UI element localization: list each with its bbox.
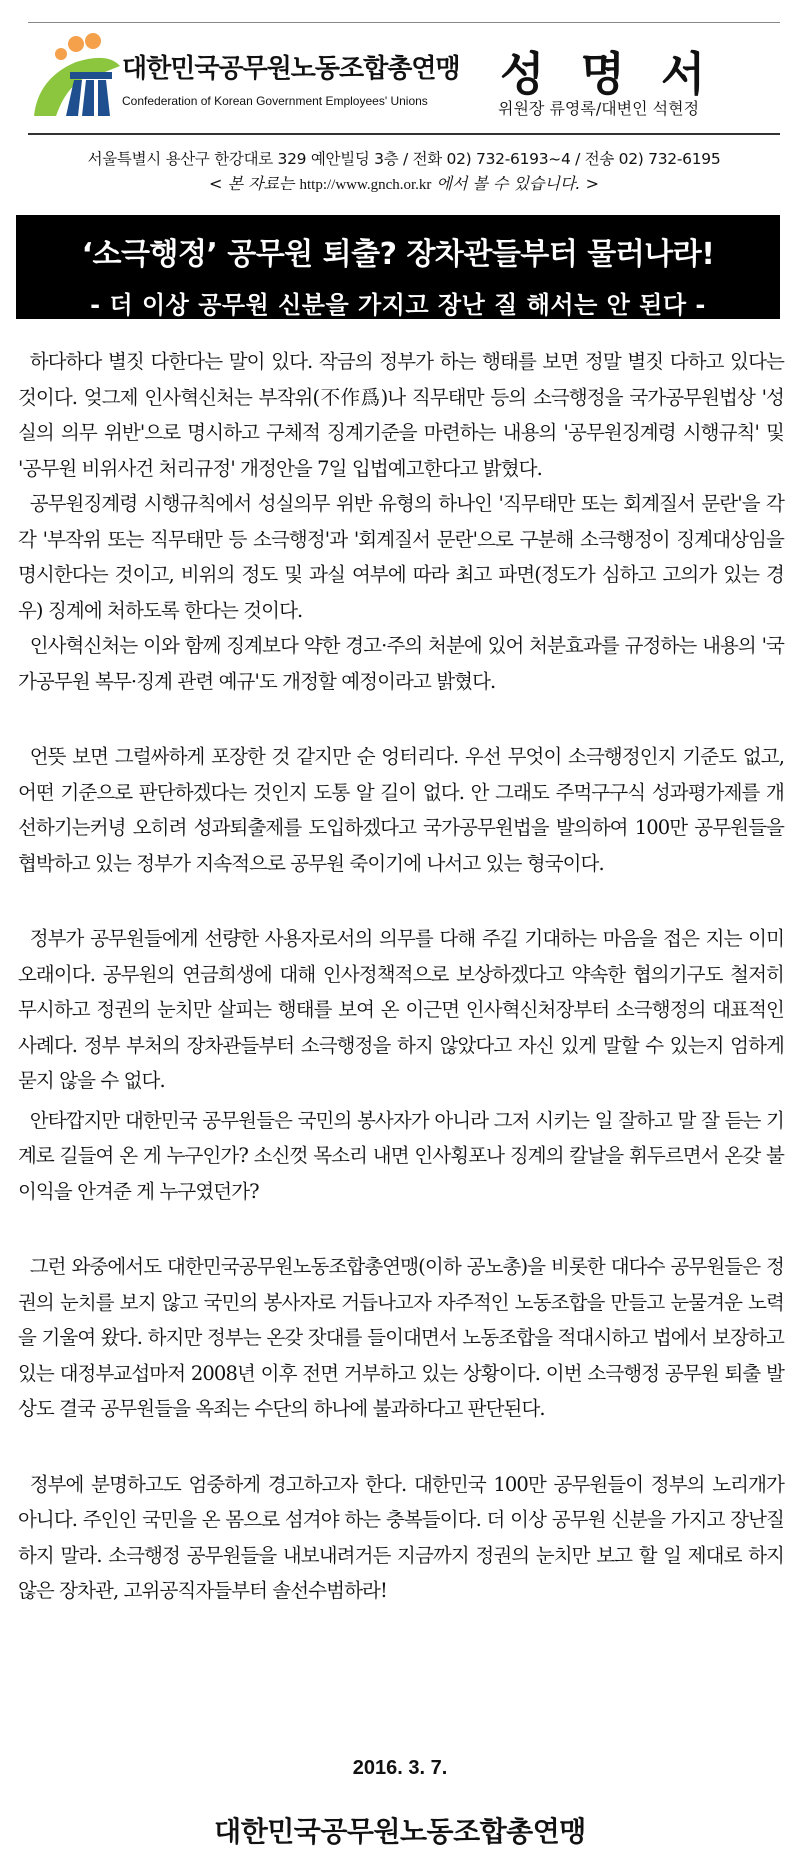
paragraph-2: 공무원징계령 시행규칙에서 성실의무 위반 유형의 하나인 '직무태만 또는 회계질서 문란'을 각각 '부작위 또는 직무태만 등 소극행정'과 '회계질서 문란'으로 구분해 소극행정이 징계대상임을 명시한다는 것이고, 비위의 정도 및 과실 여부에 따라 최고 파면(정도가 심하고 고의가 있는 경우) 징계에 처하도록 한다는 것이다. <box>18 492 784 622</box>
paragraph-8: 정부에 분명하고도 엄중하게 경고하고자 한다. 대한민국 100만 공무원들이 정부의 노리개가 아니다. 주인인 국민을 온 몸으로 섬겨야 하는 충복들이다. 더 이상 공무원 신분을 가지고 장난질 하지 말라. 소극행정 공무원들을 내보내려거든 지금까지 정권의 눈치만 보고 할 일 제대로 하지 않은 장차관, 고위공직자들부터 솔선수범하라! <box>18 1472 784 1602</box>
website-link[interactable]: http://www.gnch.or.kr <box>299 177 432 193</box>
notice-prefix: < 본 자료는 <box>208 174 295 193</box>
union-logo-icon <box>30 32 126 116</box>
paragraph-4: 언뜻 보면 그럴싸하게 포장한 것 같지만 순 엉터리다. 우선 무엇이 소극행정인지 기준도 없고, 어떤 기준으로 판단하겠다는 것인지 도통 알 길이 없다. 안 그래도 주먹구구식 성과평가제를 개선하기는커녕 오히려 성과퇴출제를 도입하겠다고 국가공무원법을 발의하여 100만 공무원들을 협박하고 있는 정부가 지속적으로 공무원 죽이기에 나서고 있는 형국이다. <box>18 745 784 875</box>
signature-org: 대한민국공무원노동조합총연맹 <box>214 1815 586 1848</box>
headline: ‘소극행정’ 공무원 퇴출? 장차관들부터 물러나라! <box>81 237 715 272</box>
subheadline: - 더 이상 공무원 신분을 가지고 장난 질 해서는 안 된다 - <box>90 291 706 319</box>
org-name: 대한민국공무원노동조합총연맹 <box>122 54 460 84</box>
header-divider <box>28 133 780 135</box>
website-notice <box>28 171 780 194</box>
paragraph-gap <box>18 1427 784 1467</box>
paragraph-gap <box>18 1209 784 1249</box>
officers-line: 위원장 류영록/대변인 석현정 <box>498 99 700 118</box>
paragraph-6: 안타깝지만 대한민국 공무원들은 국민의 봉사자가 아니라 그저 시키는 일 잘하고 말 잘 듣는 기계로 길들여 온 게 누구인가? 소신껏 목소리 내면 인사횡포나 징계의 칼날을 휘두르면서 온갖 불이익을 안겨준 게 누구였던가? <box>18 1108 784 1203</box>
headline-banner <box>16 215 780 319</box>
notice-suffix: 에서 볼 수 있습니다. > <box>436 174 599 193</box>
org-name-english: Confederation of Korean Government Employees' Unions <box>122 94 428 108</box>
contact-address: 서울특별시 용산구 한강대로 329 예안빌딩 3층 / 전화 02) 732-6193~4 / 전송 02) 732-6195 <box>87 150 721 168</box>
top-divider <box>28 22 780 23</box>
release-date: 2016. 3. 7. <box>352 1757 448 1779</box>
paragraph-3: 인사혁신처는 이와 함께 징계보다 약한 경고·주의 처분에 있어 처분효과를 규정하는 내용의 '국가공무원 복무·징계 관련 예규'도 개정할 예정이라고 밝혔다. <box>18 634 784 693</box>
document-title: 성 명 서 <box>500 47 716 101</box>
paragraph-gap <box>18 881 784 921</box>
paragraph-7: 그런 와중에서도 대한민국공무원노동조합총연맹(이하 공노총)을 비롯한 대다수 공무원들은 정권의 눈치를 보지 않고 국민의 봉사자로 거듭나고자 자주적인 노동조합을 만들고 눈물겨운 노력을 기울여 왔다. 하지만 정부는 온갖 잣대를 들이대면서 노동조합을 적대시하고 법에서 보장하고 있는 대정부교섭마저 2008년 이후 전면 거부하고 있는 상황이다. 이번 소극행정 공무원 퇴출 발상도 결국 공무원들을 옥죄는 수단의 하나에 불과하다고 판단된다. <box>18 1255 784 1420</box>
statement-body <box>18 344 784 1609</box>
paragraph-1: 하다하다 별짓 다한다는 말이 있다. 작금의 정부가 하는 행태를 보면 정말 별짓 다하고 있다는 것이다. 엊그제 인사혁신처는 부작위(不作爲)나 직무태만 등의 소극행정을 국가공무원법상 '성실의 의무 위반'으로 명시하고 구체적 징계기준을 마련하는 내용의 '공무원징계령 시행규칙' 및 '공무원 비위사건 처리규정' 개정안을 7일 입법예고한다고 밝혔다. <box>18 350 784 480</box>
paragraph-5: 정부가 공무원들에게 선량한 사용자로서의 의무를 다해 주길 기대하는 마음을 접은 지는 이미 오래이다. 공무원의 연금희생에 대해 인사정책적으로 보상하겠다고 약속한 협의기구도 철저히 무시하고 정권의 눈치만 살피는 행태를 보여 온 이근면 인사혁신처장부터 소극행정의 대표적인 사례다. 정부 부처의 장차관들부터 소극행정을 하지 않았다고 자신 있게 말할 수 있는지 엄하게 묻지 않을 수 없다. <box>18 927 784 1092</box>
paragraph-gap <box>18 699 784 739</box>
